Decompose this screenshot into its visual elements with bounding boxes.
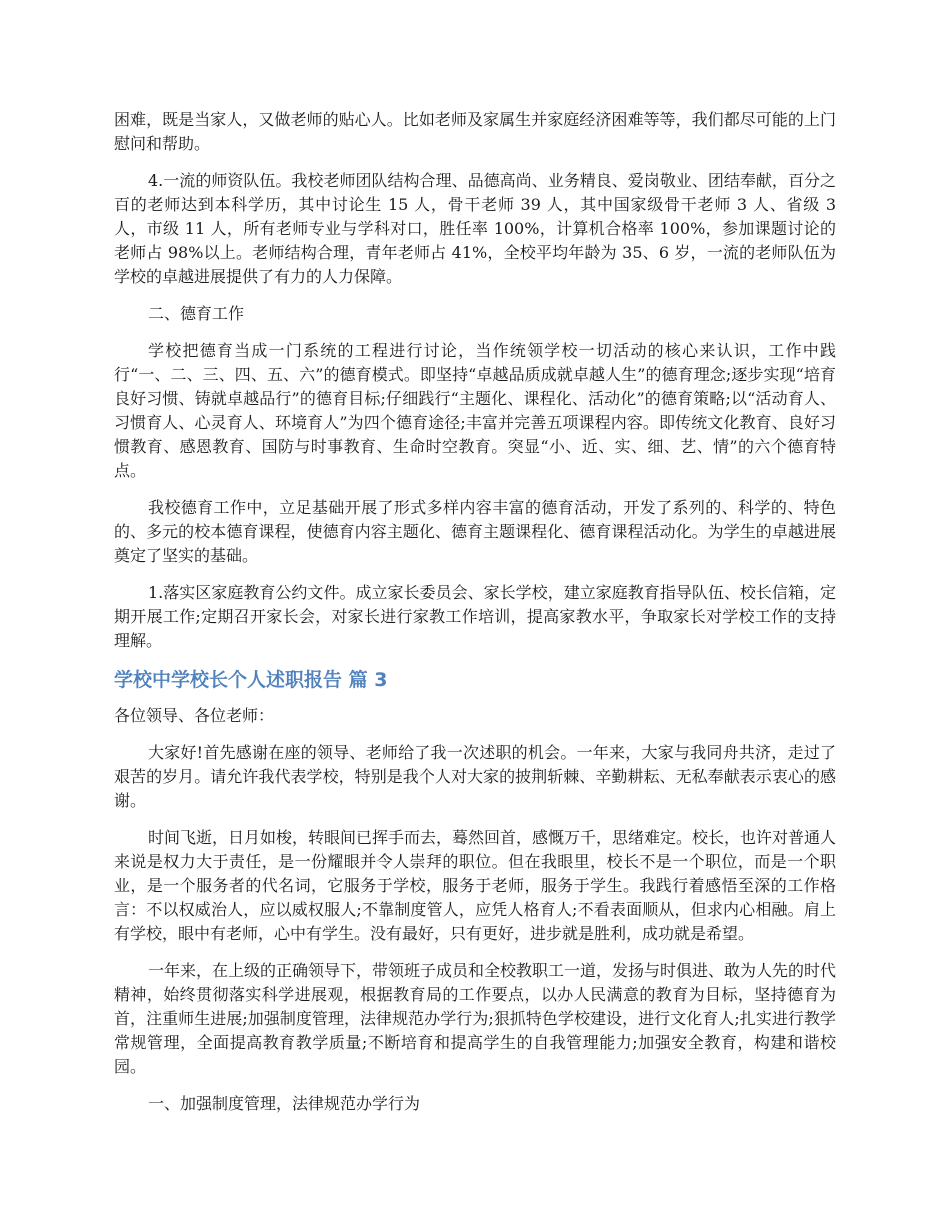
paragraph: 困难，既是当家人，又做老师的贴心人。比如老师及家属生并家庭经济困难等等，我们都尽可能的上门慰问和帮助。 <box>114 110 836 153</box>
paragraph: 我校德育工作中，立足基础开展了形式多样内容丰富的德育活动，开发了系列的、科学的、特色的、多元的校本德育课程，使德育内容主题化、德育主题课程化、德育课程活动化。为学生的卓越进展奠定了坚实的基础。 <box>114 498 836 565</box>
paragraph: 一年来，在上级的正确领导下，带领班子成员和全校教职工一道，发扬与时俱进、敢为人先的时代精神，始终贯彻落实科学进展观，根据教育局的工作要点，以办人民满意的教育为目标，坚持德育为首，注重师生进展;加强制度管理，法律规范办学行为;狠抓特色学校建设，进行文化育人;扎实进行教学常规管理，全面提高教育教学质量;不断培育和提高学生的自我管理能力;加强安全教育，构建和谐校园。 <box>114 961 837 1076</box>
paragraph: 大家好!首先感谢在座的领导、老师给了我一次述职的机会。一年来，大家与我同舟共济，走过了艰苦的岁月。请允许我代表学校，特别是我个人对大家的披荆斩棘、辛勤耕耘、无私奉献表示衷心的感谢。 <box>114 743 836 810</box>
paragraphs-after <box>114 704 836 1116</box>
paragraph: 4.一流的师资队伍。我校老师团队结构合理、品德高尚、业务精良、爱岗敬业、团结奉献，百分之百的老师达到本科学历，其中讨论生 15 人，骨干老师 39 人，其中国家级骨干老师 3 人、省级 3 人，市级 11 人，所有老师专业与学科对口，胜任率 100%，计算机合格率 100%，参加课题讨论的老师占 98%以上。老师结构合理，青年老师占 41%，全校平均年龄为 35、6 岁，一流的老师队伍为学校的卓越进展提供了有力的人力保障。 <box>114 171 836 286</box>
paragraph: 1.落实区家庭教育公约文件。成立家长委员会、家长学校，建立家庭教育指导队伍、校长信箱，定期开展工作;定期召开家长会，对家长进行家教工作培训，提高家教水平，争取家长对学校工作的支持理解。 <box>114 583 836 650</box>
paragraph: 时间飞逝，日月如梭，转眼间已挥手而去，蓦然回首，感慨万千，思绪难定。校长，也许对普通人来说是权力大于责任，是一份耀眼并令人崇拜的职位。但在我眼里，校长不是一个职位，而是一个职业，是一个服务者的代名词，它服务于学校，服务于老师，服务于学生。我践行着感悟至深的工作格言：不以权威治人，应以威权服人;不靠制度管人，应凭人格育人;不看表面顺从，但求内心相融。肩上有学校，眼中有老师，心中有学生。没有最好，只有更好，进步就是胜利，成功就是希望。 <box>114 828 837 943</box>
subheading-management: 一、加强制度管理，法律规范办学行为 <box>148 1094 421 1113</box>
paragraphs-before <box>114 108 836 653</box>
salutation: 各位领导、各位老师： <box>114 706 275 725</box>
section-heading: 学校中学校长个人述职报告 篇 3 <box>114 669 388 691</box>
paragraph: 学校把德育当成一门系统的工程进行讨论，当作统领学校一切活动的核心来认识，工作中践行“一、二、三、四、五、六”的德育模式。即坚持“卓越品质成就卓越人生”的德育理念;逐步实现“培育良好习惯、铸就卓越品行”的德育目标;仔细践行“主题化、课程化、活动化”的德育策略;以“活动育人、习惯育人、心灵育人、环境育人”为四个德育途径;丰富并完善五项课程内容。即传统文化教育、良好习惯教育、感恩教育、国防与时事教育、生命时空教育。突显“小、近、实、细、艺、情”的六个德育特点。 <box>114 341 836 480</box>
subheading-moral-education: 二、德育工作 <box>148 304 245 323</box>
